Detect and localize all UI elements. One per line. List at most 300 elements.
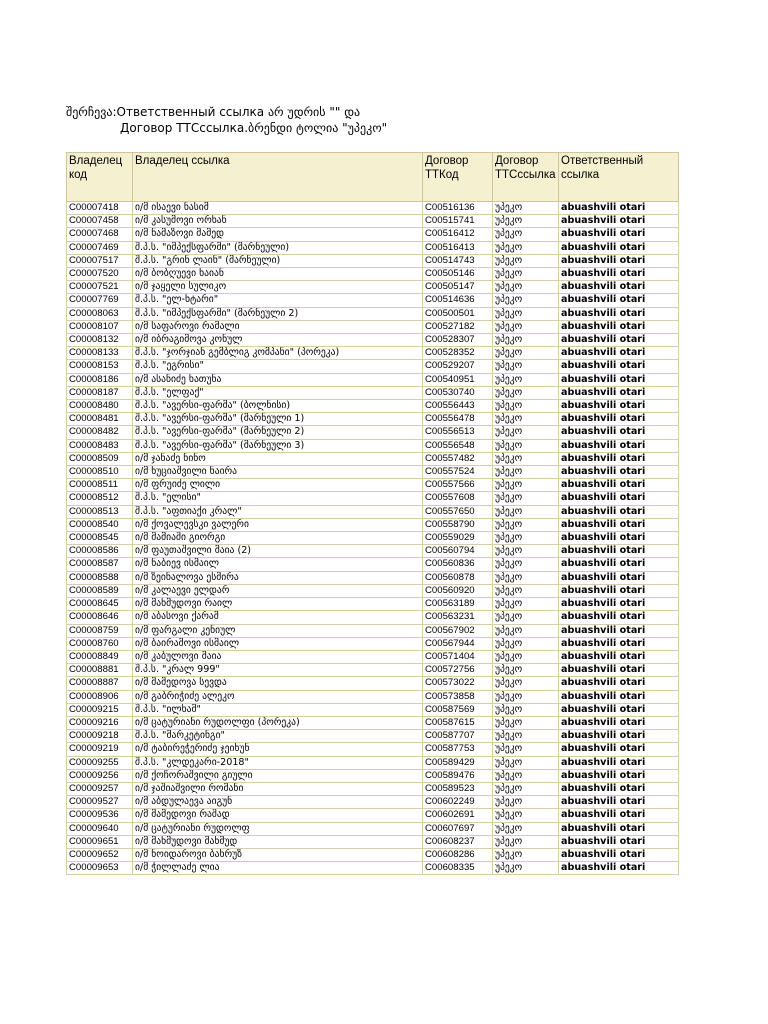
contract-code-cell: C00557482 xyxy=(423,452,493,465)
contract-link-cell: უპეკო xyxy=(493,822,559,835)
contract-code-cell: C00572756 xyxy=(423,664,493,677)
owner-code-cell: C00009536 xyxy=(67,809,133,822)
filter-caption xyxy=(66,104,387,136)
contract-code-cell: C00607697 xyxy=(423,822,493,835)
owner-code-cell: C00008760 xyxy=(67,637,133,650)
responsible-cell: abuashvili otari xyxy=(559,413,679,426)
owner-name-cell: შ.პ.ს. "კლდეკარი-2018" xyxy=(133,756,423,769)
table-row xyxy=(67,452,679,465)
filter-line-1: შერჩევა:Ответственный ссылка არ უდრის "" და xyxy=(66,105,361,119)
owner-code-cell: C00009653 xyxy=(67,862,133,875)
contract-code-cell: C00608286 xyxy=(423,848,493,861)
contract-link-cell: უპეკო xyxy=(493,202,559,215)
responsible-cell: abuashvili otari xyxy=(559,637,679,650)
table-row xyxy=(67,386,679,399)
contract-link-cell: უპეკო xyxy=(493,730,559,743)
contract-link-cell: უპეკო xyxy=(493,862,559,875)
contract-code-cell: C00602249 xyxy=(423,796,493,809)
responsible-cell: abuashvili otari xyxy=(559,360,679,373)
contract-code-cell: C00573858 xyxy=(423,690,493,703)
table-row xyxy=(67,254,679,267)
owner-name-cell: შ.პ.ს. "აფთიაქი კრალ" xyxy=(133,505,423,518)
contract-code-cell: C00589429 xyxy=(423,756,493,769)
owner-name-cell: ი/მ ფარგალი კენიულ xyxy=(133,624,423,637)
owner-code-cell: C00007520 xyxy=(67,268,133,281)
table-row xyxy=(67,611,679,624)
responsible-cell: abuashvili otari xyxy=(559,452,679,465)
owner-code-cell: C00008481 xyxy=(67,413,133,426)
responsible-cell: abuashvili otari xyxy=(559,703,679,716)
table-row xyxy=(67,571,679,584)
responsible-cell: abuashvili otari xyxy=(559,202,679,215)
table-row xyxy=(67,241,679,254)
owner-code-cell: C00008132 xyxy=(67,334,133,347)
contract-link-cell: უპეკო xyxy=(493,373,559,386)
contract-link-cell: უპეკო xyxy=(493,756,559,769)
table-row xyxy=(67,703,679,716)
owner-code-cell: C00008153 xyxy=(67,360,133,373)
owner-code-cell: C00008480 xyxy=(67,400,133,413)
contract-link-cell: უპეკო xyxy=(493,611,559,624)
owner-name-cell: ი/მ მამედოვი რაშად xyxy=(133,809,423,822)
responsible-cell: abuashvili otari xyxy=(559,281,679,294)
table-row xyxy=(67,637,679,650)
owner-code-cell: C00008587 xyxy=(67,558,133,571)
responsible-cell: abuashvili otari xyxy=(559,373,679,386)
owner-name-cell: ი/მ მამიაში გიორგი xyxy=(133,532,423,545)
responsible-cell: abuashvili otari xyxy=(559,756,679,769)
table-row xyxy=(67,413,679,426)
contract-link-cell: უპეკო xyxy=(493,281,559,294)
owner-name-cell: შ.პ.ს. "ეგრისი" xyxy=(133,360,423,373)
owner-code-cell: C00007517 xyxy=(67,254,133,267)
responsible-cell: abuashvili otari xyxy=(559,611,679,624)
owner-code-cell: C00008589 xyxy=(67,584,133,597)
owner-name-cell: ი/მ აბდულაევა აიგუნ xyxy=(133,796,423,809)
contract-code-cell: C00556443 xyxy=(423,400,493,413)
owner-code-cell: C00009640 xyxy=(67,822,133,835)
owner-name-cell: ი/მ ნაბიევ ისმაილ xyxy=(133,558,423,571)
owner-name-cell: შ.პ.ს. "ელფაქ" xyxy=(133,386,423,399)
owner-name-cell: შ.პ.ს. "კრალ 999" xyxy=(133,664,423,677)
owner-code-cell: C00008645 xyxy=(67,598,133,611)
owner-code-cell: C00007521 xyxy=(67,281,133,294)
owner-name-cell: ი/მ ასანიძე ხათუნა xyxy=(133,373,423,386)
responsible-cell: abuashvili otari xyxy=(559,730,679,743)
contract-link-cell: უპეკო xyxy=(493,452,559,465)
responsible-cell: abuashvili otari xyxy=(559,835,679,848)
responsible-cell: abuashvili otari xyxy=(559,769,679,782)
contract-code-cell: C00505147 xyxy=(423,281,493,294)
owner-name-cell: შ.პ.ს. "გრინ ლაინ" (მარნეული) xyxy=(133,254,423,267)
responsible-cell: abuashvili otari xyxy=(559,624,679,637)
table-row xyxy=(67,426,679,439)
table-row xyxy=(67,518,679,531)
owner-name-cell: შ.პ.ს. "იმპექსფარმი" (მარნეული 2) xyxy=(133,307,423,320)
responsible-cell: abuashvili otari xyxy=(559,809,679,822)
contract-code-cell: C00567902 xyxy=(423,624,493,637)
contract-link-cell: უპეკო xyxy=(493,254,559,267)
owner-code-cell: C00008509 xyxy=(67,452,133,465)
contract-link-cell: უპეკო xyxy=(493,571,559,584)
contract-code-cell: C00527182 xyxy=(423,320,493,333)
table-row xyxy=(67,624,679,637)
header-owner-code: Владелец код xyxy=(67,153,133,202)
contract-code-cell: C00573022 xyxy=(423,677,493,690)
header-owner-link: Владелец ссылка xyxy=(133,153,423,202)
owner-name-cell: ი/მ ბაირამოვი ისმაილ xyxy=(133,637,423,650)
owner-code-cell: C00008483 xyxy=(67,439,133,452)
table-row xyxy=(67,782,679,795)
contract-code-cell: C00587615 xyxy=(423,716,493,729)
owner-code-cell: C00009255 xyxy=(67,756,133,769)
owner-code-cell: C00009256 xyxy=(67,769,133,782)
contract-code-cell: C00540951 xyxy=(423,373,493,386)
table-row xyxy=(67,400,679,413)
owner-name-cell: ი/მ ცატურიანი რუდოლფ xyxy=(133,822,423,835)
contract-link-cell: უპეკო xyxy=(493,294,559,307)
responsible-cell: abuashvili otari xyxy=(559,545,679,558)
contract-code-cell: C00560920 xyxy=(423,584,493,597)
contract-link-cell: უპეკო xyxy=(493,413,559,426)
contract-link-cell: უპეკო xyxy=(493,848,559,861)
owner-code-cell: C00007418 xyxy=(67,202,133,215)
contract-link-cell: უპეკო xyxy=(493,677,559,690)
contract-code-cell: C00589523 xyxy=(423,782,493,795)
owner-name-cell: შ.პ.ს. "იმპექსფარმი" (მარნეული) xyxy=(133,241,423,254)
contract-code-cell: C00559029 xyxy=(423,532,493,545)
responsible-cell: abuashvili otari xyxy=(559,848,679,861)
responsible-cell: abuashvili otari xyxy=(559,439,679,452)
contract-code-cell: C00557524 xyxy=(423,466,493,479)
contract-code-cell: C00563189 xyxy=(423,598,493,611)
table-row xyxy=(67,360,679,373)
owner-name-cell: ი/მ საფაროვი რამალი xyxy=(133,320,423,333)
owner-name-cell: ი/მ კასუმოვი ორხან xyxy=(133,215,423,228)
contract-link-cell: უპეკო xyxy=(493,386,559,399)
responsible-cell: abuashvili otari xyxy=(559,254,679,267)
responsible-cell: abuashvili otari xyxy=(559,347,679,360)
responsible-cell: abuashvili otari xyxy=(559,571,679,584)
table-row xyxy=(67,769,679,782)
responsible-cell: abuashvili otari xyxy=(559,716,679,729)
contract-link-cell: უპეკო xyxy=(493,584,559,597)
table-row xyxy=(67,558,679,571)
owner-code-cell: C00008107 xyxy=(67,320,133,333)
header-contract-code: Договор ТТКод xyxy=(423,153,493,202)
table-row xyxy=(67,796,679,809)
table-row xyxy=(67,334,679,347)
owner-name-cell: შ.პ.ს. "ავერსი-ფარმა" (მარნეული 3) xyxy=(133,439,423,452)
table-row xyxy=(67,756,679,769)
owner-code-cell: C00007468 xyxy=(67,228,133,241)
owner-code-cell: C00007469 xyxy=(67,241,133,254)
contract-code-cell: C00587569 xyxy=(423,703,493,716)
responsible-cell: abuashvili otari xyxy=(559,532,679,545)
owner-code-cell: C00008849 xyxy=(67,650,133,663)
contract-link-cell: უპეკო xyxy=(493,769,559,782)
contract-code-cell: C00587753 xyxy=(423,743,493,756)
contract-code-cell: C00556513 xyxy=(423,426,493,439)
owner-code-cell: C00009216 xyxy=(67,716,133,729)
table-row xyxy=(67,281,679,294)
table-row xyxy=(67,373,679,386)
contract-link-cell: უპეკო xyxy=(493,703,559,716)
responsible-cell: abuashvili otari xyxy=(559,664,679,677)
report-table xyxy=(66,152,679,875)
contract-code-cell: C00589476 xyxy=(423,769,493,782)
table-row xyxy=(67,492,679,505)
owner-code-cell: C00008759 xyxy=(67,624,133,637)
header-responsible: Ответственный ссылка xyxy=(559,153,679,202)
responsible-cell: abuashvili otari xyxy=(559,215,679,228)
contract-code-cell: C00571404 xyxy=(423,650,493,663)
table-row xyxy=(67,835,679,848)
contract-link-cell: უპეკო xyxy=(493,215,559,228)
owner-name-cell: ი/მ ნოიდაროვი ბახრუზ xyxy=(133,848,423,861)
responsible-cell: abuashvili otari xyxy=(559,294,679,307)
contract-code-cell: C00500501 xyxy=(423,307,493,320)
owner-name-cell: შ.პ.ს. "ელისი" xyxy=(133,492,423,505)
contract-link-cell: უპეკო xyxy=(493,558,559,571)
owner-code-cell: C00009651 xyxy=(67,835,133,848)
responsible-cell: abuashvili otari xyxy=(559,584,679,597)
contract-link-cell: უპეკო xyxy=(493,360,559,373)
responsible-cell: abuashvili otari xyxy=(559,386,679,399)
responsible-cell: abuashvili otari xyxy=(559,466,679,479)
contract-code-cell: C00557566 xyxy=(423,479,493,492)
responsible-cell: abuashvili otari xyxy=(559,650,679,663)
table-row xyxy=(67,743,679,756)
contract-code-cell: C00563231 xyxy=(423,611,493,624)
owner-name-cell: ი/მ მახმუდოვი რაილ xyxy=(133,598,423,611)
contract-code-cell: C00558790 xyxy=(423,518,493,531)
owner-code-cell: C00009215 xyxy=(67,703,133,716)
contract-link-cell: უპეკო xyxy=(493,479,559,492)
owner-name-cell: ი/მ ნამაზოვი მამედ xyxy=(133,228,423,241)
contract-code-cell: C00556478 xyxy=(423,413,493,426)
contract-code-cell: C00608335 xyxy=(423,862,493,875)
contract-code-cell: C00516412 xyxy=(423,228,493,241)
owner-code-cell: C00008887 xyxy=(67,677,133,690)
contract-link-cell: უპეკო xyxy=(493,505,559,518)
owner-code-cell: C00008510 xyxy=(67,466,133,479)
contract-link-cell: უპეკო xyxy=(493,835,559,848)
table-row xyxy=(67,862,679,875)
owner-name-cell: შ.პ.ს. "ავერსი-ფარმა" (ბოლნისი) xyxy=(133,400,423,413)
table-row xyxy=(67,532,679,545)
contract-code-cell: C00556548 xyxy=(423,439,493,452)
owner-code-cell: C00008187 xyxy=(67,386,133,399)
owner-code-cell: C00008545 xyxy=(67,532,133,545)
contract-code-cell: C00505146 xyxy=(423,268,493,281)
contract-code-cell: C00515741 xyxy=(423,215,493,228)
contract-code-cell: C00557608 xyxy=(423,492,493,505)
owner-code-cell: C00008881 xyxy=(67,664,133,677)
table-row xyxy=(67,202,679,215)
owner-code-cell: C00008906 xyxy=(67,690,133,703)
table-header-row xyxy=(67,153,679,202)
contract-link-cell: უპეკო xyxy=(493,598,559,611)
responsible-cell: abuashvili otari xyxy=(559,492,679,505)
table-row xyxy=(67,307,679,320)
owner-name-cell: ი/მ გაბრიჭიძე ალეკო xyxy=(133,690,423,703)
contract-link-cell: უპეკო xyxy=(493,782,559,795)
table-row xyxy=(67,320,679,333)
table-row xyxy=(67,466,679,479)
responsible-cell: abuashvili otari xyxy=(559,479,679,492)
responsible-cell: abuashvili otari xyxy=(559,862,679,875)
owner-name-cell: ი/მ ზეინალოვა ესმირა xyxy=(133,571,423,584)
table-row xyxy=(67,545,679,558)
owner-name-cell: ი/მ იბრაგიმოვა კონულ xyxy=(133,334,423,347)
responsible-cell: abuashvili otari xyxy=(559,505,679,518)
owner-name-cell: ი/მ ქოჩორაშვილი გიული xyxy=(133,769,423,782)
table-row xyxy=(67,598,679,611)
owner-code-cell: C00009527 xyxy=(67,796,133,809)
owner-name-cell: ი/მ ჯაყელი სულიკო xyxy=(133,281,423,294)
contract-link-cell: უპეკო xyxy=(493,307,559,320)
contract-code-cell: C00557650 xyxy=(423,505,493,518)
contract-code-cell: C00560836 xyxy=(423,558,493,571)
owner-code-cell: C00008513 xyxy=(67,505,133,518)
contract-link-cell: უპეკო xyxy=(493,637,559,650)
owner-code-cell: C00009652 xyxy=(67,848,133,861)
owner-name-cell: ი/მ ჭილლაძე ლია xyxy=(133,862,423,875)
contract-link-cell: უპეკო xyxy=(493,347,559,360)
responsible-cell: abuashvili otari xyxy=(559,426,679,439)
header-contract-link: Договор ТТСссылка xyxy=(493,153,559,202)
contract-code-cell: C00530740 xyxy=(423,386,493,399)
contract-link-cell: უპეკო xyxy=(493,532,559,545)
contract-link-cell: უპეკო xyxy=(493,716,559,729)
owner-code-cell: C00008512 xyxy=(67,492,133,505)
owner-code-cell: C00008511 xyxy=(67,479,133,492)
owner-code-cell: C00008646 xyxy=(67,611,133,624)
table-row xyxy=(67,347,679,360)
owner-name-cell: ი/მ ტაბირეჭერიძე ჯეიხუნ xyxy=(133,743,423,756)
filter-line-2: Договор ТТСссылка.ბრენდი ტოლია "უპეკო" xyxy=(120,121,388,135)
contract-code-cell: C00608237 xyxy=(423,835,493,848)
contract-link-cell: უპეკო xyxy=(493,492,559,505)
owner-name-cell: შ.პ.ს. "ავერსი-ფარმა" (მარნეული 2) xyxy=(133,426,423,439)
contract-code-cell: C00516136 xyxy=(423,202,493,215)
owner-name-cell: შ.პ.ს. "მარკეტინგი" xyxy=(133,730,423,743)
owner-code-cell: C00008482 xyxy=(67,426,133,439)
contract-code-cell: C00514636 xyxy=(423,294,493,307)
responsible-cell: abuashvili otari xyxy=(559,796,679,809)
owner-name-cell: ი/მ მამედოვა სევდა xyxy=(133,677,423,690)
table-row xyxy=(67,716,679,729)
table-body xyxy=(67,202,679,875)
owner-name-cell: ი/მ ფაუთაშვილი მაია (2) xyxy=(133,545,423,558)
responsible-cell: abuashvili otari xyxy=(559,743,679,756)
responsible-cell: abuashvili otari xyxy=(559,782,679,795)
contract-link-cell: უპეკო xyxy=(493,439,559,452)
contract-link-cell: უპეკო xyxy=(493,650,559,663)
owner-code-cell: C00009218 xyxy=(67,730,133,743)
owner-name-cell: ი/მ ფრუიძე ლილი xyxy=(133,479,423,492)
owner-name-cell: ი/მ ისაევი ნასიმ xyxy=(133,202,423,215)
contract-link-cell: უპეკო xyxy=(493,320,559,333)
contract-code-cell: C00528352 xyxy=(423,347,493,360)
responsible-cell: abuashvili otari xyxy=(559,558,679,571)
table-row xyxy=(67,730,679,743)
table-row xyxy=(67,228,679,241)
contract-link-cell: უპეკო xyxy=(493,690,559,703)
table-row xyxy=(67,650,679,663)
contract-code-cell: C00529207 xyxy=(423,360,493,373)
contract-code-cell: C00587707 xyxy=(423,730,493,743)
owner-code-cell: C00008588 xyxy=(67,571,133,584)
contract-link-cell: უპეკო xyxy=(493,334,559,347)
contract-link-cell: უპეკო xyxy=(493,809,559,822)
table-row xyxy=(67,584,679,597)
owner-name-cell: შ.პ.ს. "ავერსი-ფარმა" (მარნეული 1) xyxy=(133,413,423,426)
responsible-cell: abuashvili otari xyxy=(559,228,679,241)
contract-link-cell: უპეკო xyxy=(493,664,559,677)
contract-link-cell: უპეკო xyxy=(493,268,559,281)
owner-name-cell: ი/მ კაბულოვი მაია xyxy=(133,650,423,663)
table-row xyxy=(67,677,679,690)
table-row xyxy=(67,479,679,492)
contract-code-cell: C00560878 xyxy=(423,571,493,584)
owner-name-cell: ი/მ ჯაშიაშვილი რომანი xyxy=(133,782,423,795)
contract-link-cell: უპეკო xyxy=(493,518,559,531)
owner-code-cell: C00007458 xyxy=(67,215,133,228)
responsible-cell: abuashvili otari xyxy=(559,320,679,333)
table-row xyxy=(67,809,679,822)
contract-link-cell: უპეკო xyxy=(493,743,559,756)
table-row xyxy=(67,268,679,281)
table-row xyxy=(67,664,679,677)
contract-link-cell: უპეკო xyxy=(493,545,559,558)
owner-code-cell: C00008133 xyxy=(67,347,133,360)
contract-link-cell: უპეკო xyxy=(493,426,559,439)
contract-code-cell: C00528307 xyxy=(423,334,493,347)
responsible-cell: abuashvili otari xyxy=(559,598,679,611)
owner-name-cell: ი/მ აბასოვი ქარამ xyxy=(133,611,423,624)
contract-link-cell: უპეკო xyxy=(493,466,559,479)
owner-code-cell: C00008540 xyxy=(67,518,133,531)
owner-name-cell: ი/მ ქოვალევსკი ვალერი xyxy=(133,518,423,531)
contract-code-cell: C00516413 xyxy=(423,241,493,254)
contract-link-cell: უპეკო xyxy=(493,400,559,413)
owner-name-cell: ი/მ მახმუდოვი მახმუდ xyxy=(133,835,423,848)
owner-name-cell: ი/მ ბობღუევი ხაიან xyxy=(133,268,423,281)
contract-link-cell: უპეკო xyxy=(493,228,559,241)
owner-name-cell: შ.პ.ს. "ილხამ" xyxy=(133,703,423,716)
responsible-cell: abuashvili otari xyxy=(559,822,679,835)
table-row xyxy=(67,215,679,228)
owner-name-cell: ი/მ ხუციაშვილი ნაირა xyxy=(133,466,423,479)
responsible-cell: abuashvili otari xyxy=(559,677,679,690)
contract-link-cell: უპეკო xyxy=(493,796,559,809)
owner-code-cell: C00009219 xyxy=(67,743,133,756)
owner-code-cell: C00009257 xyxy=(67,782,133,795)
table-row xyxy=(67,822,679,835)
table-row xyxy=(67,848,679,861)
owner-name-cell: ი/მ ცატურიანი რუდოლფი (პორეკა) xyxy=(133,716,423,729)
owner-code-cell: C00008186 xyxy=(67,373,133,386)
owner-name-cell: შ.პ.ს. "ელ-ხტარი" xyxy=(133,294,423,307)
contract-code-cell: C00514743 xyxy=(423,254,493,267)
contract-link-cell: უპეკო xyxy=(493,624,559,637)
contract-code-cell: C00567944 xyxy=(423,637,493,650)
table-row xyxy=(67,439,679,452)
responsible-cell: abuashvili otari xyxy=(559,334,679,347)
responsible-cell: abuashvili otari xyxy=(559,241,679,254)
